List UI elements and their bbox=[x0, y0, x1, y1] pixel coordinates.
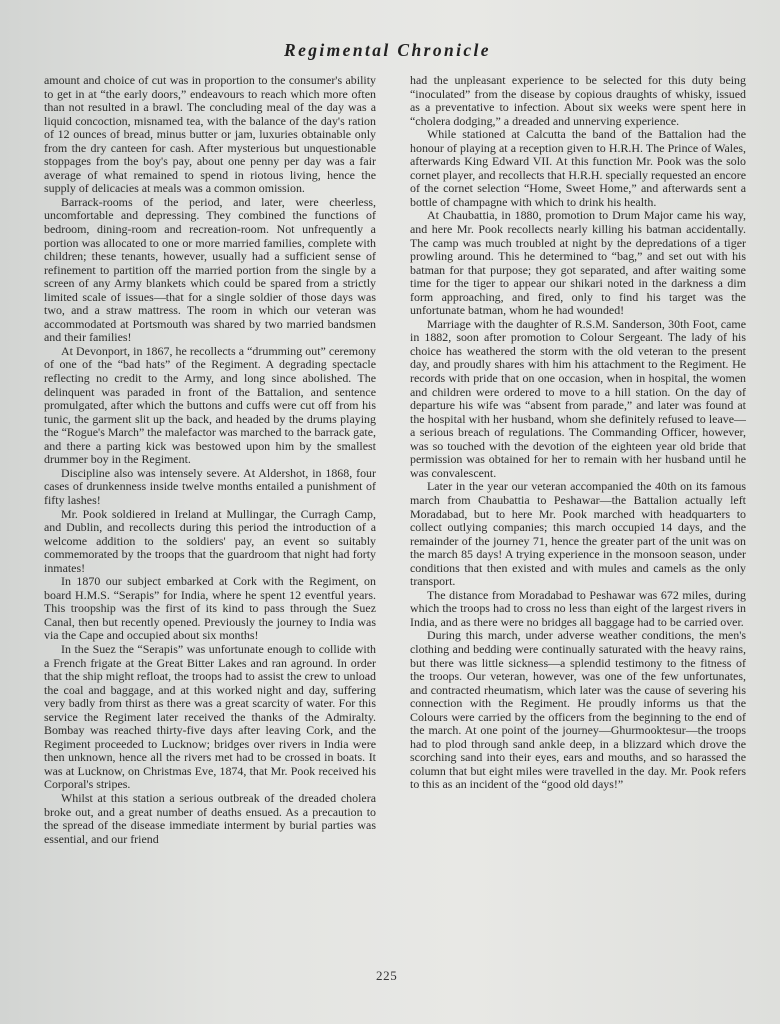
right-column bbox=[410, 74, 746, 792]
paragraph: During this march, under adverse weather conditions, the men's clothing and bedding were continually saturated with the heavy rains, but there was little sickness—a splendid testimony to the fitness of the troops. Our veteran, however, was one of the few unfortunates, and contracted rheumatism, which later was the cause of severing his connection with the Regiment. He proudly informs us that the Colours were carried by the officers from the beginning to the end of the march. At one point of the journey—Ghurmooktesur—the troops had to plod through sand ankle deep, in a blizzard which drove the scorching sand into their eyes, ears and mouths, and so harassed the column that but eight miles were travelled in the day. Mr. Pook refers to this as an incident of the “good old days!” bbox=[410, 628, 746, 792]
paragraph: Later in the year our veteran accompanied the 40th on its famous march from Chaubattia to Peshawar—the Battalion actually left Moradabad, but to here Mr. Pook marched with headquarters to collect outlying companies; this march occupied 14 days, and the remainder of the journey 71, hence the greater part of the unit was on the march 85 days! A trying experience in the monsoon season, under conditions that then existed and with mules and camels as the only transport. bbox=[410, 479, 746, 589]
paragraph: In the Suez the “Serapis” was unfortunate enough to collide with a French frigate at the Great Bitter Lakes and ran aground. In order that the ship might refloat, the troops had to assist the crew to unload the coal and baggage, and at this worked night and day, suffering very badly from thirst as there was a great scarcity of water. For this service the Regiment later received the thanks of the Admiralty. Bombay was reached thirty-five days after leaving Cork, and the Regiment proceeded to Lucknow; bridges over rivers in India were then unknown, hence all the rivers met had to be crossed in boats. It was at Lucknow, on Christmas Eve, 1874, that Mr. Pook received his Corporal's stripes. bbox=[44, 641, 376, 792]
paragraph: At Devonport, in 1867, he recollects a “drumming out” ceremony of one of the “bad hats” of the Regiment. A degrading spectacle reflecting no credit to the Army, and long since abolished. The delinquent was paraded in front of the Battalion, and sentence promulgated, after which the buttons and cuffs were cut off from his tunic, the garment slit up the back, and headed by the drums playing the “Rogue's March” the malefactor was marched to the barrack gate, and there a parting kick was bestowed upon him by the smallest drummer boy in the Regiment. bbox=[44, 343, 376, 467]
running-head: Regimental Chronicle bbox=[284, 40, 491, 60]
paragraph: amount and choice of cut was in proportion to the consumer's ability to get in at “the early doors,” endeavours to reach which more often than not resulted in a brawl. The concluding meal of the day was a liquid concoction, misnamed tea, with the balance of the day's ration of 12 ounces of bread, minus butter or jam, luxuries obtainable only from the dry canteen for cash. After mysterious but unquestionable stoppages from the boy's pay, about one penny per day was a fair average of what remained to spend in riotous living, hence the supply of delicacies at meals was a common omission. bbox=[44, 73, 376, 196]
left-column bbox=[44, 74, 376, 846]
paragraph: While stationed at Calcutta the band of the Battalion had the honour of playing at a reception given to H.R.H. The Prince of Wales, afterwards King Edward VII. At this function Mr. Pook was the solo cornet player, and recollects that H.R.H. specially requested an encore of the cornet selection “Home, Sweet Home,” and afterwards sent a bottle of champagne with which to drink his health. bbox=[410, 127, 746, 209]
paragraph: Mr. Pook soldiered in Ireland at Mullingar, the Curragh Camp, and Dublin, and recollects during this period the introduction of a welcome addition to the soldiers' pay, an event so suitably commemorated by the troops that the guardroom that night had forty inmates! bbox=[44, 506, 376, 575]
paragraph: At Chaubattia, in 1880, promotion to Drum Major came his way, and here Mr. Pook recollects nearly killing his batman accidentally. The camp was much troubled at night by the depredations of a tiger prowling around. This he determined to “bag,” and set out with his batman for that purpose; they got separated, and after waiting some time for the tiger to appear our shikari noted in the darkness a dim form approaching, and fired, only to find his target was the unfortunate batman, whom he had wounded! bbox=[410, 208, 746, 318]
paragraph: had the unpleasant experience to be selected for this duty being “inoculated” from the disease by copious draughts of whisky, issued as a preventative to infection. About six weeks were spent here in “cholera dodging,” a dreaded and unnerving experience. bbox=[410, 73, 746, 128]
paragraph: Marriage with the daughter of R.S.M. Sanderson, 30th Foot, came in 1882, soon after promotion to Colour Sergeant. The lady of his choice has weathered the storm with the old veteran to the present day, and proudly shares with him his attachment to the Regiment. He records with pride that on one occasion, when in hospital, the women and children were ordered to move to a hill station. On the day of departure his wife was “absent from parade,” and later was found at the hospital with her husband, whom she definitely refused to leave—a serious breach of regulations. The Commanding Officer, however, was so touched with the devotion of the eighteen year old bride that permission was obtained for her to remain with her husband until he was convalescent. bbox=[410, 316, 746, 480]
paragraph: Discipline also was intensely severe. At Aldershot, in 1868, four cases of drunkenness inside twelve months entailed a punishment of fifty lashes! bbox=[44, 465, 376, 507]
paragraph: Barrack-rooms of the period, and later, were cheerless, uncomfortable and depressing. They combined the functions of bedroom, dining-room and recreation-room. Not unfrequently a portion was allocated to one or more married families, complete with children; these tenants, however, usually had a sufficient sense of refinement to partition off the married portion from the single by a screen of any Army blankets which could be spared from a strictly limited scale of issues—that for a single soldier of those days was two, and a straw mattress. The room in which our veteran was accommodated at Portsmouth was shared by two married bandsmen and their families! bbox=[44, 194, 376, 345]
page-number: 225 bbox=[376, 968, 398, 983]
paragraph: The distance from Moradabad to Peshawar was 672 miles, during which the troops had to cross no less than eight of the largest rivers in India, and as there were no bridges all baggage had to be carried over. bbox=[410, 587, 746, 629]
paragraph: In 1870 our subject embarked at Cork with the Regiment, on board H.M.S. “Serapis” for India, where he spent 12 eventful years. This troopship was the first of its kind to pass through the Suez Canal, then but recently opened. Previously the journey to India was via the Cape and occupied about six months! bbox=[44, 574, 376, 643]
paragraph: Whilst at this station a serious outbreak of the dreaded cholera broke out, and a great number of deaths ensued. As a precaution to the spread of the disease immediate interment by burial parties was essential, and our friend bbox=[44, 790, 376, 846]
